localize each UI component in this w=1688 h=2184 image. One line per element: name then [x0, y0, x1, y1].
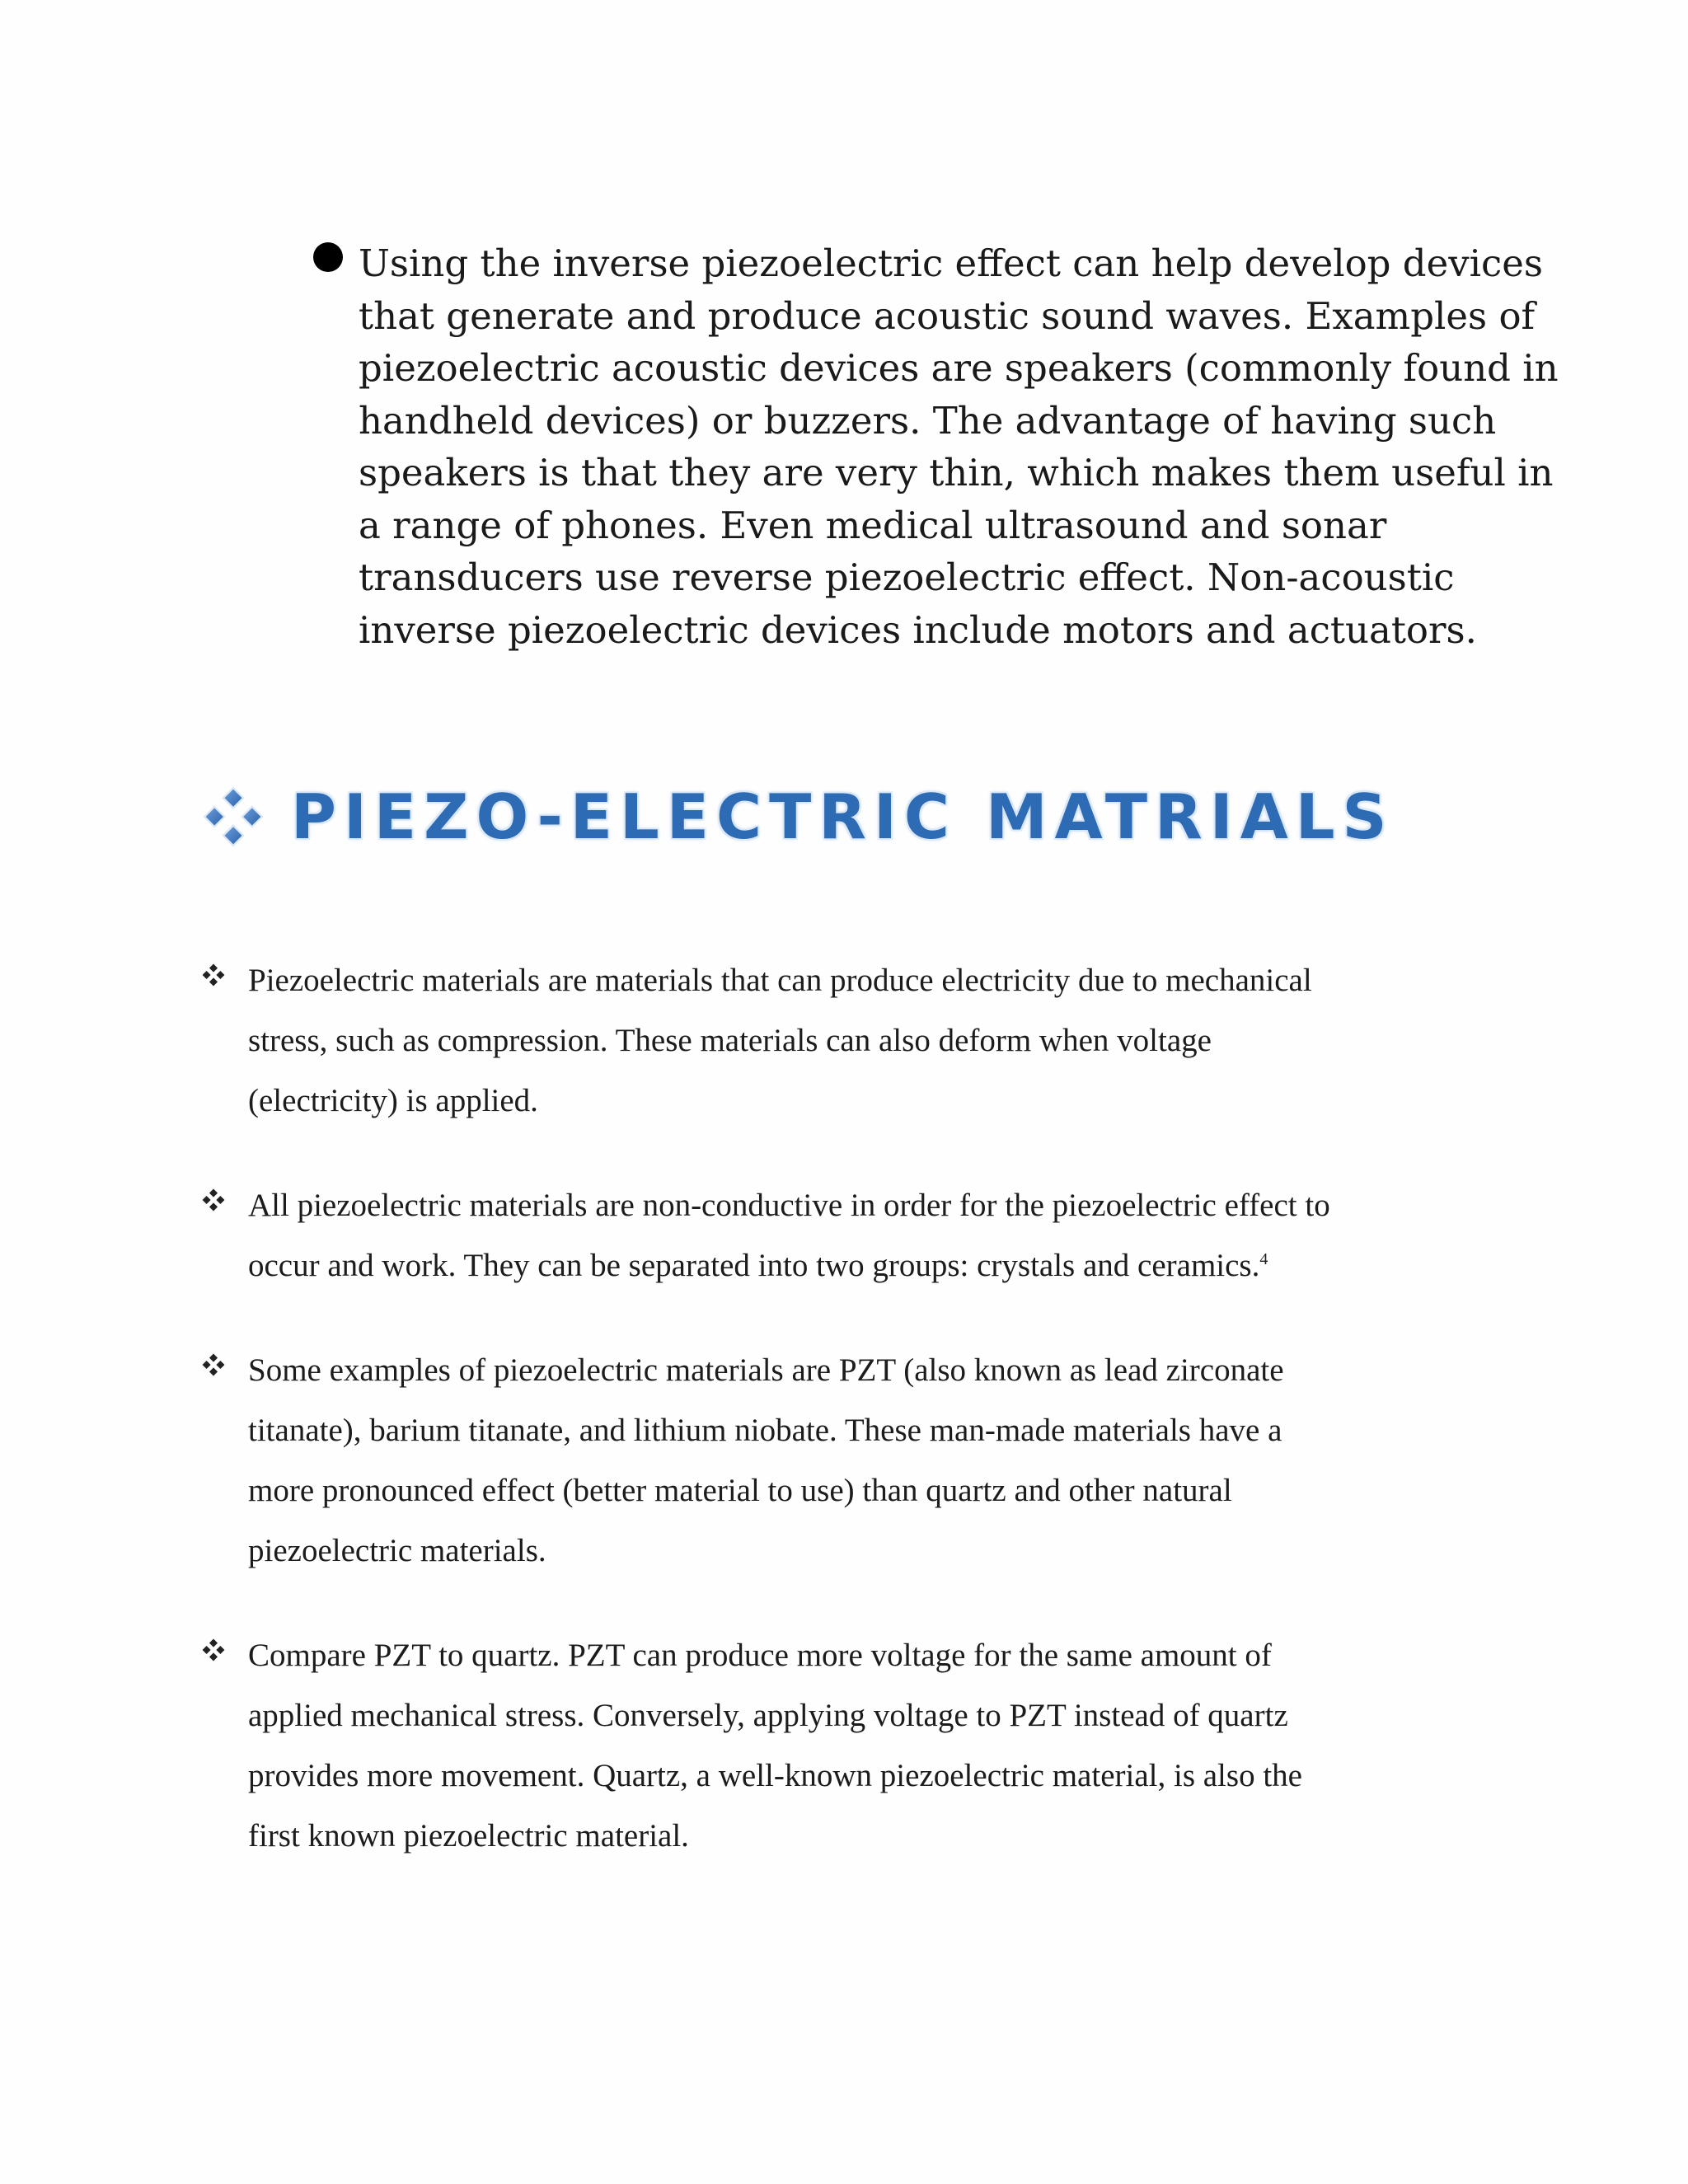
four-diamond-icon — [202, 963, 225, 987]
paragraph-line: Using the inverse piezoelectric effect can help develop devices — [359, 241, 1543, 285]
list-item-line: Compare PZT to quartz. PZT can produce more voltage for the same amount of — [248, 1638, 1272, 1673]
top-bullet-paragraph — [359, 237, 1559, 656]
four-diamond-icon — [202, 1353, 225, 1376]
paragraph-line: handheld devices) or buzzers. The advantage of having such — [359, 398, 1497, 443]
list-item-line: first known piezoelectric material. — [248, 1818, 689, 1854]
paragraph-line: a range of phones. Even medical ultrasound and sonar — [359, 503, 1387, 547]
list-item-line: titanate), barium titanate, and lithium niobate. These man-made materials have a — [248, 1413, 1282, 1448]
list-item-line: stress, such as compression. These materials can also deform when voltage — [248, 1023, 1212, 1058]
four-diamond-icon — [202, 1638, 225, 1661]
list-item-line: All piezoelectric materials are non-conductive in order for the piezoelectric effect to — [248, 1188, 1330, 1223]
paragraph-line: piezoelectric acoustic devices are speakers (commonly found in — [359, 346, 1559, 390]
section-heading — [202, 780, 1395, 854]
paragraph-line: transducers use reverse piezoelectric effect. Non-acoustic — [359, 555, 1455, 599]
list-item-line: Piezoelectric materials are materials that can produce electricity due to mechanical — [248, 963, 1312, 998]
list-item — [202, 1625, 1504, 1866]
paragraph-line: speakers is that they are very thin, which makes them useful in — [359, 451, 1554, 494]
list-item — [202, 1340, 1504, 1581]
list-item-line: more pronounced effect (better material to use) than quartz and other natural — [248, 1473, 1232, 1508]
list-item-line: (electricity) is applied. — [248, 1083, 538, 1118]
paragraph-line: inverse piezoelectric devices include motors and actuators. — [359, 607, 1477, 652]
list-item-line: Some examples of piezoelectric materials are PZT (also known as lead zirconate — [248, 1352, 1284, 1388]
list-item-line: provides more movement. Quartz, a well-known piezoelectric material, is also the — [248, 1758, 1302, 1793]
heading-title: PIEZO-ELECTRIC MATRIALS — [291, 780, 1395, 853]
footnote-marker: 4 — [1259, 1250, 1268, 1268]
filled-circle-bullet-icon — [313, 242, 343, 272]
list-item-line: applied mechanical stress. Conversely, applying voltage to PZT instead of quartz — [248, 1698, 1288, 1733]
paragraph-line: that generate and produce acoustic sound waves. Examples of — [359, 293, 1536, 338]
list-item — [202, 950, 1504, 1131]
four-diamond-icon — [202, 1188, 225, 1212]
list-item — [202, 1175, 1504, 1296]
four-diamond-icon — [202, 785, 265, 848]
list-item-text: occur and work. They can be separated into two groups: crystals and ceramics. — [248, 1248, 1260, 1283]
bullet-list — [202, 950, 1504, 1866]
list-item-line — [248, 1235, 1504, 1296]
list-item-line: piezoelectric materials. — [248, 1533, 546, 1568]
